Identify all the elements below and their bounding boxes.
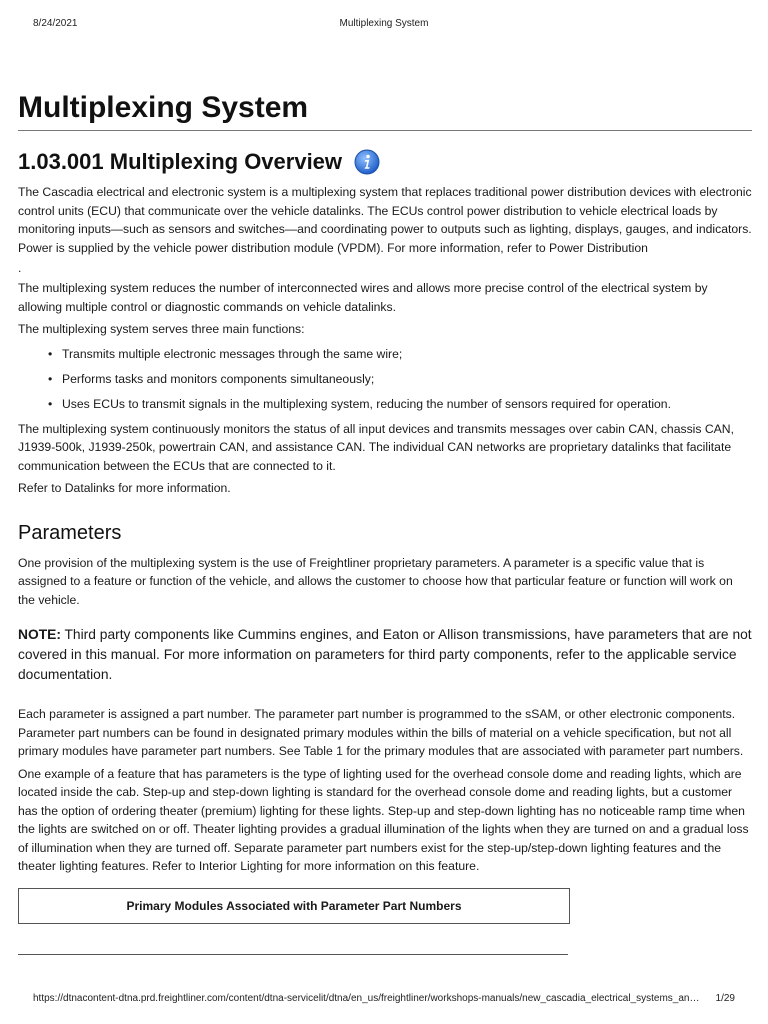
print-title: Multiplexing System xyxy=(339,18,429,29)
overview-paragraph-4: The multiplexing system continuously monitors the status of all input devices and transmits messages over cabin CAN, chassis CAN, J1939-500k, J1939-250k, powertrain CAN, and assistance CAN. The individual CAN networks are proprietary datalinks that facilitate communication between the ECUs that are connected to it. xyxy=(18,421,734,473)
functions-list xyxy=(18,345,752,413)
print-url: https://dtnacontent-dtna.prd.freightliner.com/content/dtna-servicelit/dtna/en_us/freightliner/workshops-manuals/new_cascadia_electrical_systems_an… xyxy=(33,993,700,1004)
note-label: NOTE: xyxy=(18,627,61,642)
list-item xyxy=(48,395,752,413)
overview-paragraph-5: Refer to Datalinks for more information. xyxy=(18,481,231,495)
section-title: 1.03.001 Multiplexing Overview xyxy=(18,149,343,174)
bullet-icon: • xyxy=(48,371,53,386)
list-item-text: Uses ECUs to transmit signals in the multiplexing system, reducing the number of sensors required for operation. xyxy=(62,396,671,411)
overview-paragraph-1-dot: . xyxy=(18,261,22,275)
overview-paragraph-1: The Cascadia electrical and electronic system is a multiplexing system that replaces traditional power distribution devices with electronic control units (ECU) that communicate over the vehicle datalinks. The ECUs control power distribution to vehicle electrical loads by monitoring inputs—such as sensors and switches—and coordinating power to outputs such as lighting, displays, gauges, and indicators. Power is supplied by the vehicle power distribution module (VPDM). For more information, refer to Power Distribution xyxy=(18,185,752,255)
table-header xyxy=(18,888,570,924)
parameters-paragraph-1: One provision of the multiplexing system is the use of Freightliner proprietary parameters. A parameter is a specific value that is assigned to a feature or function of the vehicle, and allows the customer to choose how that particular feature or function will work on the vehicle. xyxy=(18,555,733,607)
list-item xyxy=(48,370,752,388)
bullet-icon: • xyxy=(48,396,53,411)
table-title: Primary Modules Associated with Parameter Part Numbers xyxy=(126,898,462,913)
note-text: Third party components like Cummins engines, and Eaton or Allison transmissions, have parameters that are not covered in this manual. For more information on parameters for third party components, refer to the applicable service documentation. xyxy=(18,627,752,682)
print-date: 8/24/2021 xyxy=(33,18,78,29)
section-heading xyxy=(18,147,752,177)
info-icon[interactable] xyxy=(354,149,380,175)
list-item-text: Performs tasks and monitors components simultaneously; xyxy=(62,371,375,386)
print-footer xyxy=(33,993,735,1007)
overview-paragraph-3: The multiplexing system serves three main functions: xyxy=(18,322,305,336)
print-header xyxy=(33,18,735,32)
note-block xyxy=(18,625,752,685)
bullet-icon: • xyxy=(48,346,53,361)
document-body xyxy=(18,88,752,955)
list-item-text: Transmits multiple electronic messages through the same wire; xyxy=(62,346,403,361)
list-item xyxy=(48,345,752,363)
parameters-paragraph-2: Each parameter is assigned a part number. The parameter part number is programmed to the sSAM, or other electronic components. Parameter part numbers can be found in designated primary modules within the bills of material on a vehicle specification, but not all primary modules have parameter part numbers. See Table 1 for the primary modules that are associated with parameter part numbers. xyxy=(18,707,744,758)
page-title: Multiplexing System xyxy=(18,91,309,124)
page-number: 1/29 xyxy=(715,993,735,1004)
title-divider xyxy=(18,130,752,131)
parameters-paragraph-3: One example of a feature that has parameters is the type of lighting used for the overhead console dome and reading lights, which are located inside the cab. Step-up and step-down lighting is standard for the overhead console dome and reading lights, but a customer has the option of ordering theater (premium) lighting for these lights. Step-up and step-down lighting has no noticeable ramp time when the lights are switched on or off. Theater lighting provides a gradual illumination of the lights when they are turned on and a gradual loss of illumination when they are turned off. Separate parameter part numbers exist for the step-up/step-down lighting features and the theater lighting features. Refer to Interior Lighting for more information on this feature. xyxy=(18,766,749,873)
table-bottom-rule xyxy=(18,954,568,955)
parameters-heading: Parameters xyxy=(18,521,122,544)
overview-paragraph-2: The multiplexing system reduces the number of interconnected wires and allows more precise control of the electrical system by allowing multiple control or diagnostic commands on vehicle datalinks. xyxy=(18,281,708,314)
